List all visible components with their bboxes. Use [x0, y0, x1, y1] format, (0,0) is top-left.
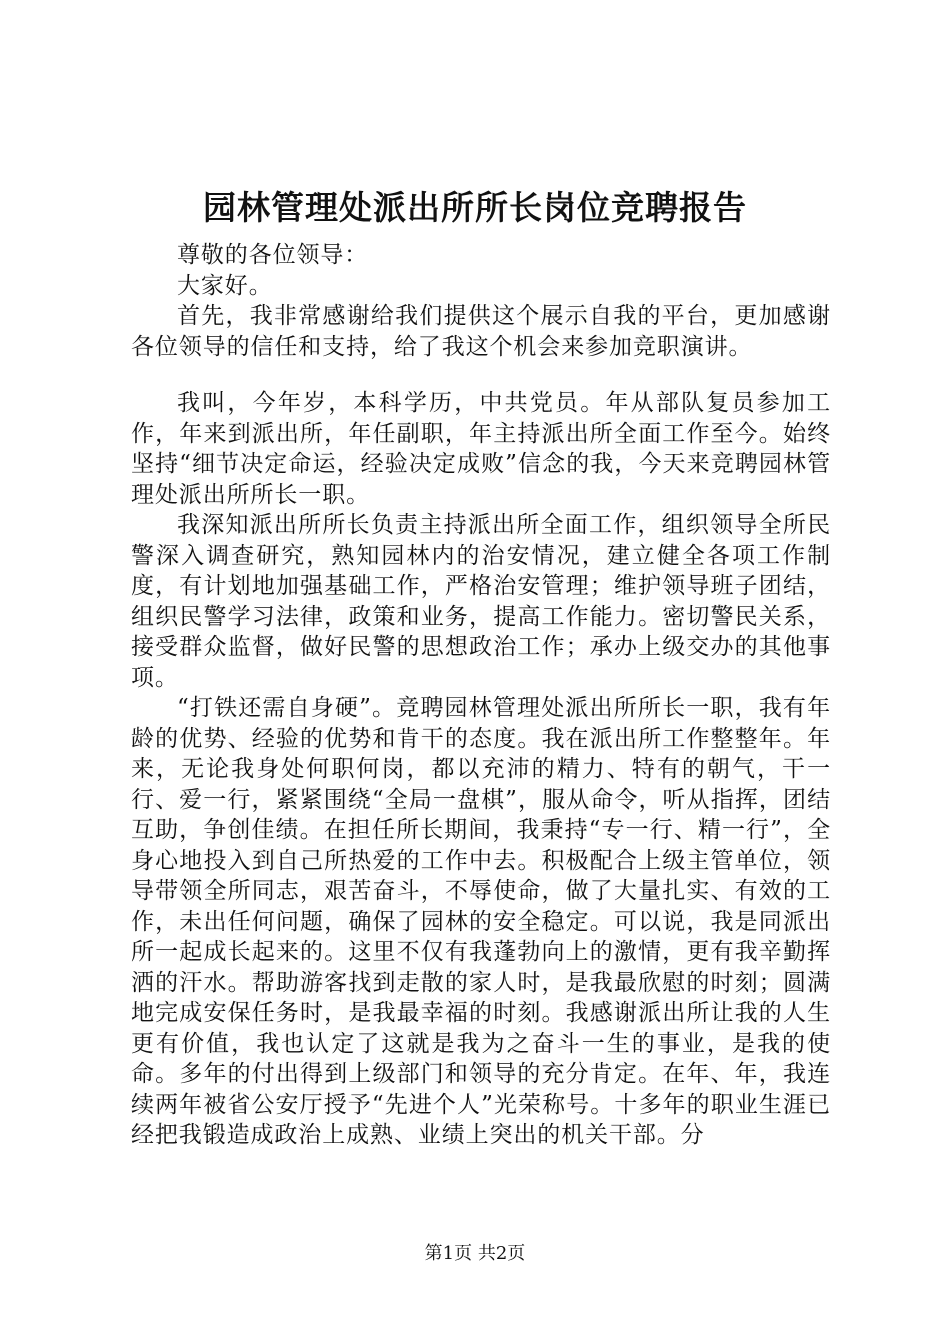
paragraph-experience: “打铁还需自身硬”。竞聘园林管理处派出所所长一职，我有年龄的优势、经验的优势和肯干的态度。我在派出所工作整整年。年来，无论我身处何职何岗，都以充沛的精力、特有的朝气，干一行、爱一行，紧紧围绕“全局一盘棋”，服从命令，听从指挥，团结互助，争创佳绩。在担任所长期间，我秉持“专一行、精一行”，全身心地投入到自己所热爱的工作中去。积极配合上级主管单位，领导带领全所同志，艰苦奋斗，不辱使命，做了大量扎实、有效的工作，未出任何问题，确保了园林的安全稳定。可以说，我是同派出所一起成长起来的。这里不仅有我蓬勃向上的激情，更有我辛勤挥洒的汗水。帮助游客找到走散的家人时，是我最欣慰的时刻；圆满地完成安保任务时，是我最幸福的时刻。我感谢派出所让我的人生更有价值，我也认定了这就是我为之奋斗一生的事业，是我的使命。多年的付出得到上级部门和领导的充分肯定。在年、年，我连续两年被省公安厅授予“先进个人”光荣称号。十多年的职业生涯已经把我锻造成政治上成熟、业绩上突出的机关干部。分	[131, 695, 831, 1148]
greeting: 大家好。	[177, 272, 273, 299]
paragraph-duties: 我深知派出所所长负责主持派出所全面工作，组织领导全所民警深入调查研究，熟知园林内的治安情况，建立健全各项工作制度，有计划地加强基础工作，严格治安管理；维护领导班子团结，组织民警学习法律，政策和业务，提高工作能力。密切警民关系，接受群众监督，做好民警的思想政治工作；承办上级交办的其他事项。	[131, 512, 831, 691]
paragraph-gap	[131, 362, 831, 388]
salutation: 尊敬的各位领导：	[177, 242, 369, 268]
paragraph-self-introduction: 我叫，今年岁，本科学历，中共党员。年从部队复员参加工作，年来到派出所，年任副职，年主持派出所全面工作至今。始终坚持“细节决定命运，经验决定成败”信念的我，今天来竞聘园林管理处派出所所长一职。	[131, 390, 831, 508]
paragraph-intro: 首先，我非常感谢给我们提供这个展示自我的平台，更加感谢各位领导的信任和支持，给了我这个机会来参加竞职演讲。	[131, 303, 831, 360]
document-title: 园林管理处派出所所长岗位竞聘报告	[203, 188, 747, 227]
document-body	[131, 240, 831, 1151]
page-footer: 第1页 共2页	[424, 1243, 526, 1264]
